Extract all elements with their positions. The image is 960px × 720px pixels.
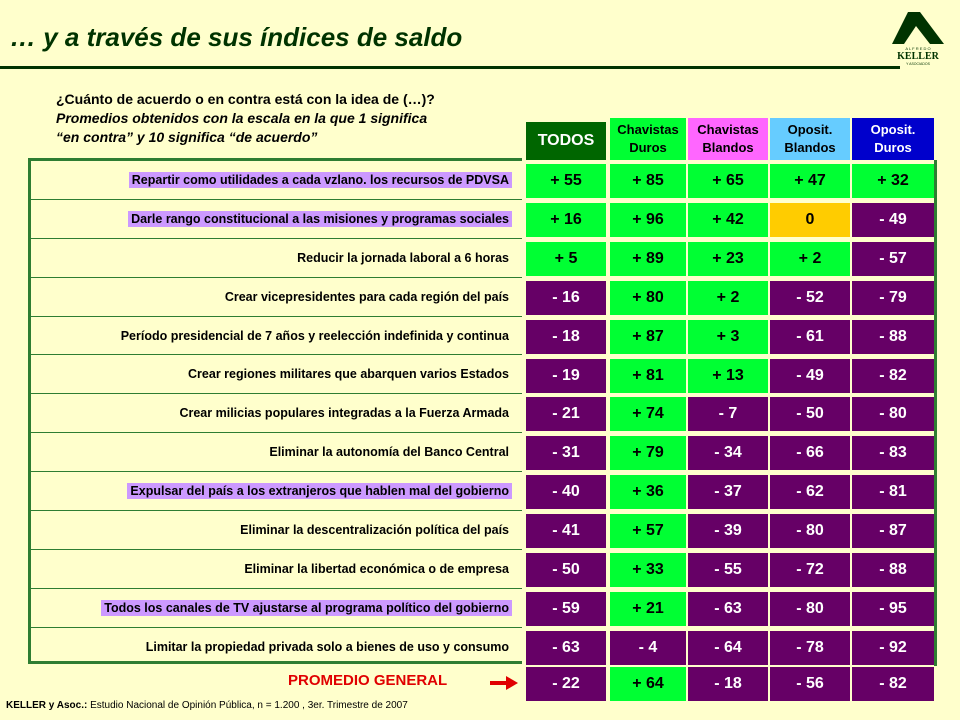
value-cell: - 72 xyxy=(770,553,850,587)
value-cell: - 79 xyxy=(852,281,934,315)
column-header-line2: Duros xyxy=(874,140,912,155)
value-cell: - 49 xyxy=(852,203,934,237)
table-row-label xyxy=(31,589,522,628)
row-label: Crear vicepresidentes para cada región del país xyxy=(224,289,509,304)
keller-logo xyxy=(886,6,950,70)
row-label: Repartir como utilidades a cada vzlano. los recursos de PDVSA xyxy=(129,172,512,188)
row-label: Todos los canales de TV ajustarse al programa político del gobierno xyxy=(101,600,512,616)
value-cell: - 19 xyxy=(526,359,606,393)
value-cell: + 32 xyxy=(852,164,934,198)
column-header-line1: Oposit. xyxy=(870,122,916,137)
value-cell: - 78 xyxy=(770,631,850,665)
value-cell: - 7 xyxy=(688,397,768,431)
row-label: Crear milicias populares integradas a la Fuerza Armada xyxy=(179,406,509,421)
value-cell: - 55 xyxy=(688,553,768,587)
row-labels-panel xyxy=(28,158,522,664)
value-cell: - 57 xyxy=(852,242,934,276)
value-cell: - 37 xyxy=(688,475,768,509)
table-row-label xyxy=(31,511,522,550)
column-header-line2: Duros xyxy=(629,140,667,155)
value-cell: - 34 xyxy=(688,436,768,470)
value-cell: - 41 xyxy=(526,514,606,548)
value-cell: + 13 xyxy=(688,359,768,393)
value-cell: + 5 xyxy=(526,242,606,276)
column-header-line1: TODOS xyxy=(537,132,595,149)
title-underline xyxy=(0,66,900,69)
column-header-0 xyxy=(526,122,606,160)
row-label: Eliminar la autonomía del Banco Central xyxy=(269,445,509,460)
table-row-label xyxy=(31,472,522,511)
value-cell: - 61 xyxy=(770,320,850,354)
table-row-label xyxy=(31,278,522,317)
value-cell: - 39 xyxy=(688,514,768,548)
column-header-line2: Blandos xyxy=(784,140,836,155)
arrow-right-icon xyxy=(490,676,518,690)
logo-top-text: A L F R E D O xyxy=(905,46,931,51)
summary-cell: + 64 xyxy=(610,667,686,701)
question-line-3: “en contra” y 10 significa “de acuerdo” xyxy=(56,129,318,145)
row-label: Eliminar la libertad económica o de empresa xyxy=(244,561,509,576)
footer-source-text: Estudio Nacional de Opinión Pública, n = 1.200 , 3er. Trimestre de 2007 xyxy=(87,700,408,711)
source-footer xyxy=(6,700,408,711)
grid-separator xyxy=(934,160,937,666)
value-cell: + 23 xyxy=(688,242,768,276)
value-cell: + 85 xyxy=(610,164,686,198)
row-label: Crear regiones militares que abarquen varios Estados xyxy=(188,367,509,382)
value-cell: + 3 xyxy=(688,320,768,354)
question-line-2: Promedios obtenidos con la escala en la que 1 significa xyxy=(56,110,428,126)
value-cell: - 64 xyxy=(688,631,768,665)
value-cell: - 80 xyxy=(770,514,850,548)
value-cell: + 47 xyxy=(770,164,850,198)
value-cell: - 31 xyxy=(526,436,606,470)
table-row-label xyxy=(31,550,522,589)
column-header-line2: Blandos xyxy=(702,140,754,155)
table-row-label xyxy=(31,433,522,472)
value-cell: - 40 xyxy=(526,475,606,509)
value-cell: - 63 xyxy=(526,631,606,665)
value-cell: + 79 xyxy=(610,436,686,470)
value-cell: + 21 xyxy=(610,592,686,626)
table-row-label xyxy=(31,628,522,667)
value-cell: + 16 xyxy=(526,203,606,237)
value-cell: + 74 xyxy=(610,397,686,431)
table-row-label xyxy=(31,394,522,433)
value-cell: - 50 xyxy=(526,553,606,587)
question-line-1: ¿Cuánto de acuerdo o en contra está con la idea de (…)? xyxy=(56,91,435,107)
summary-cell: - 56 xyxy=(770,667,850,701)
value-cell: - 83 xyxy=(852,436,934,470)
column-header-3 xyxy=(770,118,850,160)
value-cell: - 18 xyxy=(526,320,606,354)
value-cell: + 36 xyxy=(610,475,686,509)
summary-cell: - 82 xyxy=(852,667,934,701)
page-title: … y a través de sus índices de saldo xyxy=(10,22,463,52)
row-label: Período presidencial de 7 años y reelección indefinida y continua xyxy=(120,328,509,343)
value-cell: - 95 xyxy=(852,592,934,626)
value-cell: - 87 xyxy=(852,514,934,548)
promedio-general-label: PROMEDIO GENERAL xyxy=(288,672,448,689)
table-row-label xyxy=(31,317,522,356)
value-cell: + 57 xyxy=(610,514,686,548)
summary-cell: - 22 xyxy=(526,667,606,701)
value-cell: - 63 xyxy=(688,592,768,626)
logo-brand: KELLER xyxy=(897,51,939,62)
column-header-2 xyxy=(688,118,768,160)
value-cell: - 21 xyxy=(526,397,606,431)
table-row-label xyxy=(31,161,522,200)
value-cell: 0 xyxy=(770,203,850,237)
value-cell: + 87 xyxy=(610,320,686,354)
row-label: Expulsar del país a los extranjeros que hablen mal del gobierno xyxy=(127,483,512,499)
value-cell: + 33 xyxy=(610,553,686,587)
value-cell: - 80 xyxy=(770,592,850,626)
value-cell: - 88 xyxy=(852,553,934,587)
value-cell: + 89 xyxy=(610,242,686,276)
value-cell: - 81 xyxy=(852,475,934,509)
table-row-label xyxy=(31,200,522,239)
column-header-1 xyxy=(610,118,686,160)
column-header-line1: Chavistas xyxy=(697,122,759,137)
value-cell: + 96 xyxy=(610,203,686,237)
column-header-line1: Chavistas xyxy=(617,122,679,137)
value-cell: - 88 xyxy=(852,320,934,354)
column-header-line1: Oposit. xyxy=(787,122,833,137)
table-row-label xyxy=(31,239,522,278)
footer-source-bold: KELLER y Asoc.: xyxy=(6,700,88,711)
value-cell: - 82 xyxy=(852,359,934,393)
value-cell: + 2 xyxy=(688,281,768,315)
value-cell: - 16 xyxy=(526,281,606,315)
value-cell: - 50 xyxy=(770,397,850,431)
logo-mark xyxy=(892,12,944,44)
value-cell: - 92 xyxy=(852,631,934,665)
value-cell: + 55 xyxy=(526,164,606,198)
row-label: Darle rango constitucional a las misiones y programas sociales xyxy=(128,211,512,227)
value-cell: + 42 xyxy=(688,203,768,237)
value-cell: - 52 xyxy=(770,281,850,315)
logo-bottom-text: Y ASOCIADOS xyxy=(906,62,930,66)
value-cell: + 81 xyxy=(610,359,686,393)
survey-question xyxy=(56,90,506,147)
row-label: Limitar la propiedad privada solo a bienes de uso y consumo xyxy=(145,640,509,655)
value-cell: - 59 xyxy=(526,592,606,626)
row-label: Eliminar la descentralización política del país xyxy=(240,522,509,537)
row-label: Reducir la jornada laboral a 6 horas xyxy=(297,250,509,265)
value-cell: - 80 xyxy=(852,397,934,431)
column-header-4 xyxy=(852,118,934,160)
value-cell: + 65 xyxy=(688,164,768,198)
summary-cell: - 18 xyxy=(688,667,768,701)
value-cell: - 62 xyxy=(770,475,850,509)
value-cell: - 4 xyxy=(610,631,686,665)
value-cell: - 49 xyxy=(770,359,850,393)
value-cell: + 2 xyxy=(770,242,850,276)
table-row-label xyxy=(31,355,522,394)
value-cell: - 66 xyxy=(770,436,850,470)
value-cell: + 80 xyxy=(610,281,686,315)
